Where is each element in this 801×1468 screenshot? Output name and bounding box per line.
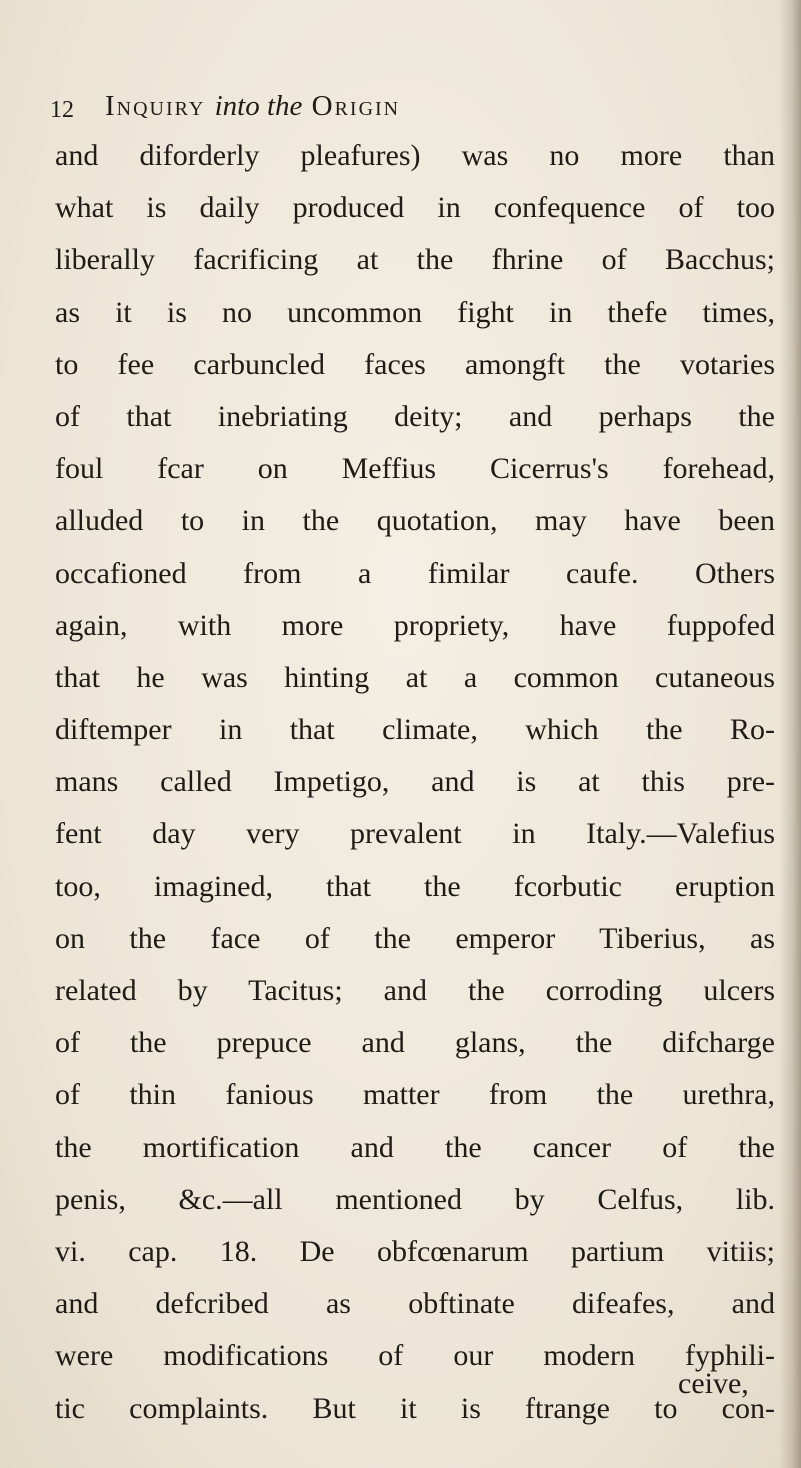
text-line: liberally facrificing at the fhrine of Bacchus; — [55, 243, 775, 277]
text-line: of that inebriating deity; and perhaps the — [55, 399, 775, 433]
text-line: foul fcar on Meffius Cicerrus's forehead, — [55, 452, 775, 486]
text-line: fent day very prevalent in Italy.—Valefius — [55, 817, 775, 851]
running-head-inquiry: Inquiry — [105, 90, 206, 122]
text-line: vi. cap. 18. De obfcœnarum partium vitiis; — [55, 1234, 775, 1268]
page-header — [50, 86, 690, 126]
text-line: on the face of the emperor Tiberius, as — [55, 921, 775, 955]
text-line: again, with more propriety, have fuppofed — [55, 608, 775, 642]
text-line: of the prepuce and glans, the difcharge — [55, 1026, 775, 1060]
text-line: diftemper in that climate, which the Ro- — [55, 713, 775, 747]
text-line: to fee carbuncled faces amongft the votaries — [55, 347, 775, 381]
text-line: that he was hinting at a common cutaneous — [55, 660, 775, 694]
page-edge-shadow — [779, 0, 801, 1468]
running-head-origin: Origin — [311, 90, 401, 122]
running-head — [105, 86, 400, 126]
text-line: of thin fanious matter from the urethra, — [55, 1078, 775, 1112]
text-line: occafioned from a fimilar caufe. Others — [55, 556, 775, 590]
text-line: mans called Impetigo, and is at this pre- — [55, 765, 775, 799]
text-line: related by Tacitus; and the corroding ulcers — [55, 974, 775, 1007]
text-line: the mortification and the cancer of the — [55, 1130, 775, 1164]
body-text — [55, 130, 775, 1435]
text-line: alluded to in the quotation, may have been — [55, 504, 775, 538]
page-number: 12 — [50, 97, 74, 123]
catchword: ceive, — [678, 1367, 749, 1400]
text-line: were modifications of our modern fyphili- — [55, 1339, 775, 1373]
text-line: what is daily produced in confequence of too — [55, 191, 775, 225]
text-line: and defcribed as obftinate difeafes, and — [55, 1287, 775, 1321]
text-line: tic complaints. But it is ftrange to con- — [55, 1391, 775, 1425]
text-line: penis, &c.—all mentioned by Celfus, lib. — [55, 1182, 775, 1216]
text-line: too, imagined, that the fcorbutic eruption — [55, 869, 775, 903]
text-line: and diforderly pleafures) was no more than — [55, 139, 775, 172]
text-line: as it is no uncommon fight in thefe times, — [55, 295, 775, 329]
running-head-into-the: into the — [214, 90, 303, 122]
